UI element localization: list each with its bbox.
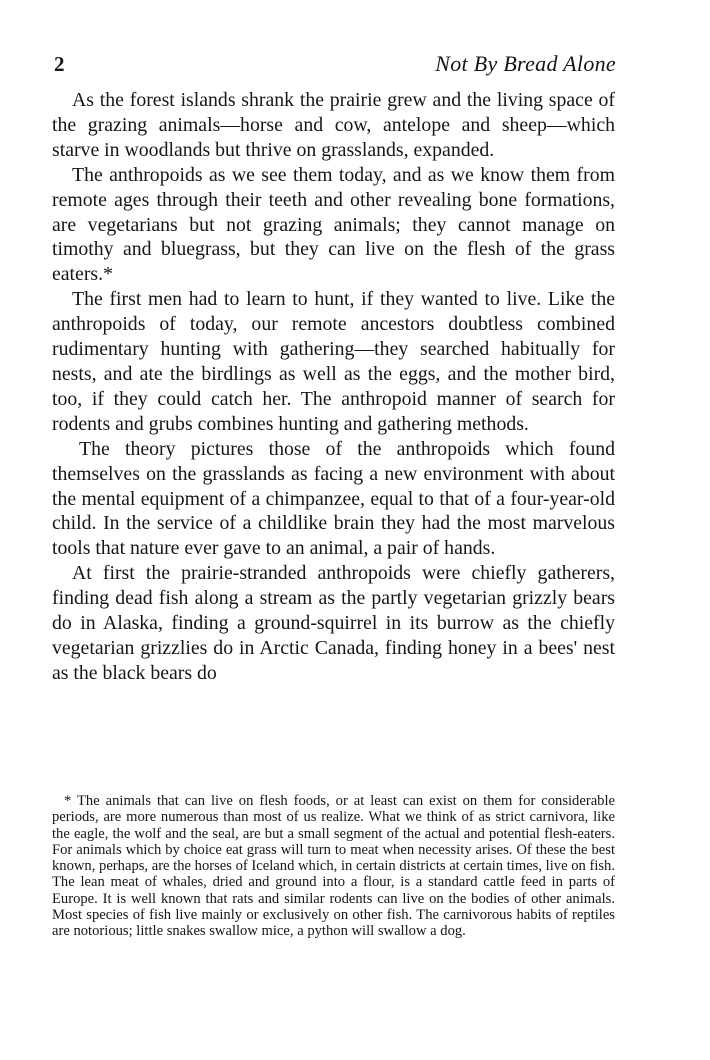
paragraph-gatherers: At first the prairie-stranded anthropoids were chiefly gatherers, finding dead fish along a stream as the partly vegetarian grizzly bears do in Alaska, finding a ground-squirrel in its burrow as the chiefly vegetarian grizzlies do in Arctic Canada, finding honey in a bees' nest as the black bears do bbox=[52, 562, 615, 684]
running-head bbox=[52, 50, 616, 80]
paragraph-first-men: The first men had to learn to hunt, if they wanted to live. Like the anthropoids of today, our remote ancestors doubtless combined rudimentary hunting with gathering—they searched habitually for nests, and ate the birdlings as well as the eggs, and the mother bird, too, if they could catch her. The anthropoid manner of search for rodents and grubs combines hunting and gathering methods. bbox=[52, 288, 615, 435]
page-number: 2 bbox=[54, 52, 65, 76]
running-title: Not By Bread Alone bbox=[435, 51, 616, 76]
body-text bbox=[52, 88, 615, 686]
paragraph-prairie: As the forest islands shrank the prairie grew and the living space of the grazing animals—horse and cow, antelope and sheep—which starve in woodlands but thrive on grasslands, expanded. bbox=[52, 89, 615, 161]
paragraph-theory: The theory pictures those of the anthropoids which found themselves on the grasslands as facing a new environment with about the mental equipment of a chimpanzee, equal to that of a four-year-old child. In the service of a childlike brain they had the most marvelous tools that nature ever gave to an animal, a pair of hands. bbox=[52, 437, 615, 560]
footnote: * The animals that can live on flesh foods, or at least can exist on them for considerable periods, are more numerous than most of us realize. What we think of as strict carnivora, like the eagle, the wolf and the seal, are but a small segment of the actual and potential flesh-eaters. For animals which by choice eat grass will turn to meat when necessity arises. Of these the best known, perhaps, are the horses of Iceland which, in certain districts at certain times, live on fish. The lean meat of whales, dried and ground into a flour, is a standard cattle feed in parts of Europe. It is well known that rats and similar rodents can live on the bodies of other animals. Most species of fish live mainly or exclusively on other fish. The carnivorous habits of reptiles are notorious; little snakes swallow mice, a python will swallow a dog. bbox=[52, 793, 615, 940]
paragraph-anthropoids: The anthropoids as we see them today, and as we know them from remote ages through their teeth and other revealing bone formations, are vegetarians but not grazing animals; they cannot manage on timothy and bluegrass, but they can live on the flesh of the grass eaters.* bbox=[52, 163, 615, 286]
